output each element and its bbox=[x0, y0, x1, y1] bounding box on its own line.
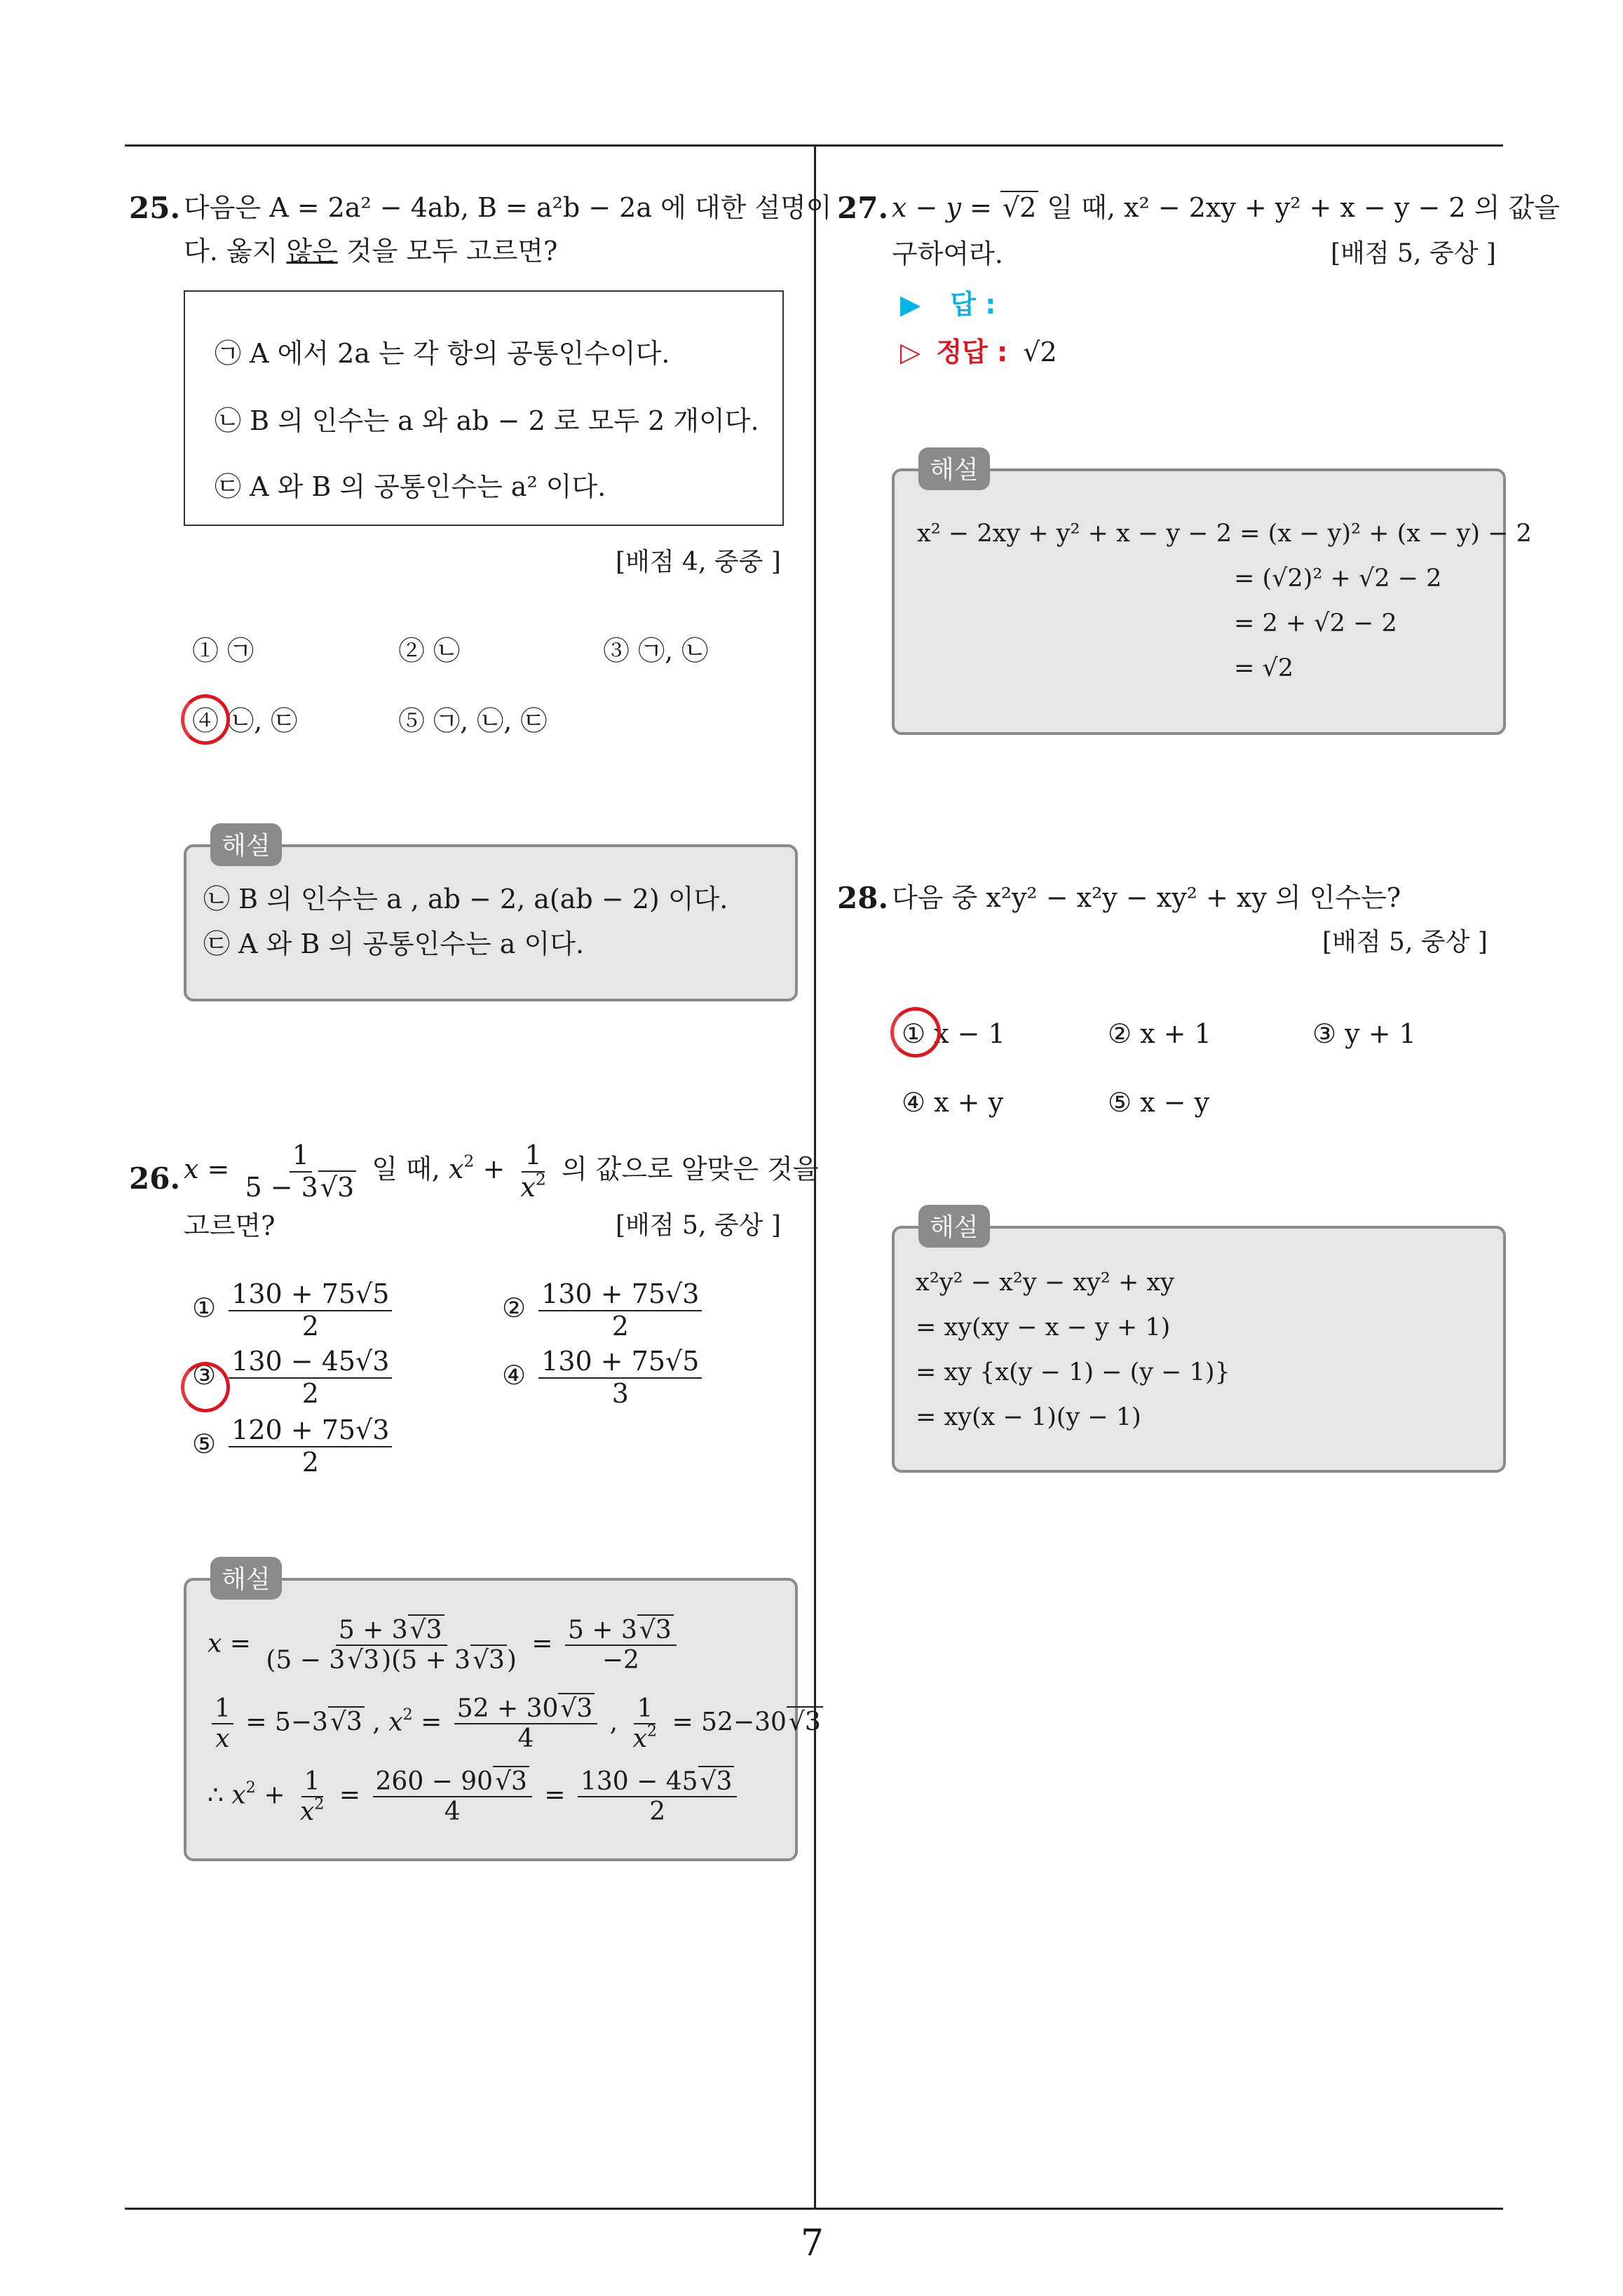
q26-choice-3[interactable]: ③ $\frac{130 - 45√3}{2}$ bbox=[192, 1346, 396, 1409]
q25-stem-line1: 다음은 A = 2a² − 4ab, B = a²b − 2a 에 대한 설명이 bbox=[184, 192, 832, 223]
q27-correct-label: 정답 : bbox=[936, 337, 1008, 367]
play-arrow-icon: ▶ bbox=[900, 289, 921, 320]
q25-choice-5[interactable]: ⑤ ㉠, ㉡, ㉢ bbox=[398, 705, 548, 736]
q28-stem: 다음 중 x²y² − x²y − xy² + xy 의 인수는? bbox=[892, 882, 1401, 913]
outline-arrow-icon: ▷ bbox=[900, 337, 921, 367]
q25-solution-box bbox=[184, 844, 798, 1001]
q28-choice-2[interactable]: ② x + 1 bbox=[1108, 1018, 1211, 1049]
q26-answer-mark bbox=[181, 1362, 230, 1412]
q28-answer-mark bbox=[890, 1007, 941, 1058]
q26-choice-4[interactable]: ④ $\frac{130 + 75√5}{3}$ bbox=[502, 1346, 706, 1409]
q28-number: 28. bbox=[837, 881, 889, 915]
q26-choice-1[interactable]: ① $\frac{130 + 75√5}{2}$ bbox=[192, 1279, 396, 1342]
q25-underlined-word: 않은 bbox=[286, 236, 338, 266]
q25-statement-2: ㉡ B 의 인수는 a 와 ab − 2 로 모두 2 개이다. bbox=[215, 405, 759, 436]
q26-choice-2[interactable]: ② $\frac{130 + 75√3}{2}$ bbox=[502, 1279, 706, 1342]
q25-solution-line-1: ㉡ B 의 인수는 a , ab − 2, a(ab − 2) 이다. bbox=[203, 884, 728, 914]
q28-solution-box bbox=[892, 1226, 1506, 1473]
q25-solution-line-2: ㉢ A 와 B 의 공통인수는 a 이다. bbox=[203, 928, 585, 959]
q28-solution-line-3: = xy {x(y − 1) − (y − 1)} bbox=[916, 1358, 1230, 1386]
q27-solution-box bbox=[892, 468, 1506, 735]
q27-solution-tag: 해설 bbox=[918, 447, 990, 490]
q26-solution-tag: 해설 bbox=[210, 1557, 282, 1600]
q28-score: [배점 5, 중상 ] bbox=[1322, 928, 1488, 957]
q26-solution-line-3: ∴ $x^2$ + $\frac{1}{x^2}$ = $\frac{260 - 90√3}{4}$ = $\frac{130 - 45√3}{2}$ bbox=[208, 1767, 741, 1827]
bottom-rule bbox=[125, 2208, 1503, 2210]
q28-solution-tag: 해설 bbox=[918, 1205, 990, 1248]
q25-choice-3[interactable]: ③ ㉠, ㉡ bbox=[603, 635, 709, 666]
q26-number: 26. bbox=[129, 1161, 181, 1196]
q28-choice-4[interactable]: ④ x + y bbox=[902, 1087, 1004, 1118]
q26-recip-fraction: $\frac{1}{x^2}$ bbox=[520, 1140, 546, 1203]
q25-choice-1[interactable]: ① ㉠ bbox=[192, 635, 254, 666]
q25-choice-4[interactable]: ④ ㉡, ㉢ bbox=[192, 705, 298, 736]
q27-solution-line-3: = 2 + √2 − 2 bbox=[1234, 609, 1397, 637]
q25-statement-1: ㉠ A 에서 2a 는 각 항의 공통인수이다. bbox=[215, 338, 670, 369]
q27-stem-line1: x − y = √2 일 때, x² − 2xy + y² + x − y − 2 의 값을 bbox=[892, 192, 1560, 223]
q27-score: [배점 5, 중상 ] bbox=[1331, 239, 1496, 268]
q25-number: 25. bbox=[129, 191, 181, 225]
q27-answer-label: 답 : bbox=[950, 289, 996, 320]
q27-solution-line-1: x² − 2xy + y² + x − y − 2 = (x − y)² + (x − y) − 2 bbox=[917, 520, 1532, 548]
page-number: 7 bbox=[801, 2222, 824, 2264]
q28-choice-1[interactable]: ① x − 1 bbox=[902, 1018, 1005, 1049]
q25-solution-tag: 해설 bbox=[210, 823, 282, 866]
q25-score: [배점 4, 중중 ] bbox=[616, 548, 781, 576]
q26-solution-line-1: x = $\frac{5 + 3√3}{(5 - 3√3)(5 + 3√3)}$ = $\frac{5 + 3√3}{-2}$ bbox=[208, 1616, 681, 1675]
q27-solution-line-4: = √2 bbox=[1234, 654, 1294, 682]
q27-answer-row[interactable] bbox=[900, 289, 996, 321]
q26-solution-line-2: $\frac{1}{x}$ = 5−3√3 , $x^2$ = $\frac{52 + 30√3}{4}$ , $\frac{1}{x^2}$ = 52−30√3 bbox=[208, 1694, 823, 1754]
q28-choice-5[interactable]: ⑤ x − y bbox=[1108, 1087, 1210, 1118]
q28-choice-3[interactable]: ③ y + 1 bbox=[1312, 1018, 1416, 1049]
q27-stem-line2: 구하여라. bbox=[892, 238, 1003, 269]
q26-stem-line1: x = $\frac{1}{5 - 3√3}$ 일 때, $x^2$ + $\frac{1}{x^2}$ 의 값으로 알맞은 것을 bbox=[184, 1140, 819, 1203]
q25-choice-2[interactable]: ② ㉡ bbox=[398, 635, 461, 666]
q26-choice-5[interactable]: ⑤ $\frac{120 + 75√3}{2}$ bbox=[192, 1415, 396, 1478]
q28-solution-line-1: x²y² − x²y − xy² + xy bbox=[916, 1269, 1174, 1297]
q28-solution-line-2: = xy(xy − x − y + 1) bbox=[916, 1314, 1171, 1342]
q25-statement-3: ㉢ A 와 B 의 공통인수는 a² 이다. bbox=[215, 471, 606, 502]
q26-stem-line2: 고르면? bbox=[184, 1210, 276, 1241]
q25-answer-mark bbox=[181, 694, 230, 745]
q27-correct-value: √2 bbox=[1023, 337, 1057, 367]
q26-score: [배점 5, 중상 ] bbox=[616, 1211, 781, 1240]
q27-solution-line-2: = (√2)² + √2 − 2 bbox=[1234, 565, 1442, 593]
q28-solution-line-4: = xy(x − 1)(y − 1) bbox=[916, 1403, 1141, 1431]
q25-stem-line2: 다. 옳지 않은 것을 모두 고르면? bbox=[184, 236, 558, 266]
q27-number: 27. bbox=[837, 191, 889, 225]
q27-correct-row bbox=[900, 337, 1057, 369]
q26-x-fraction: $\frac{1}{5 - 3√3}$ bbox=[242, 1140, 359, 1203]
